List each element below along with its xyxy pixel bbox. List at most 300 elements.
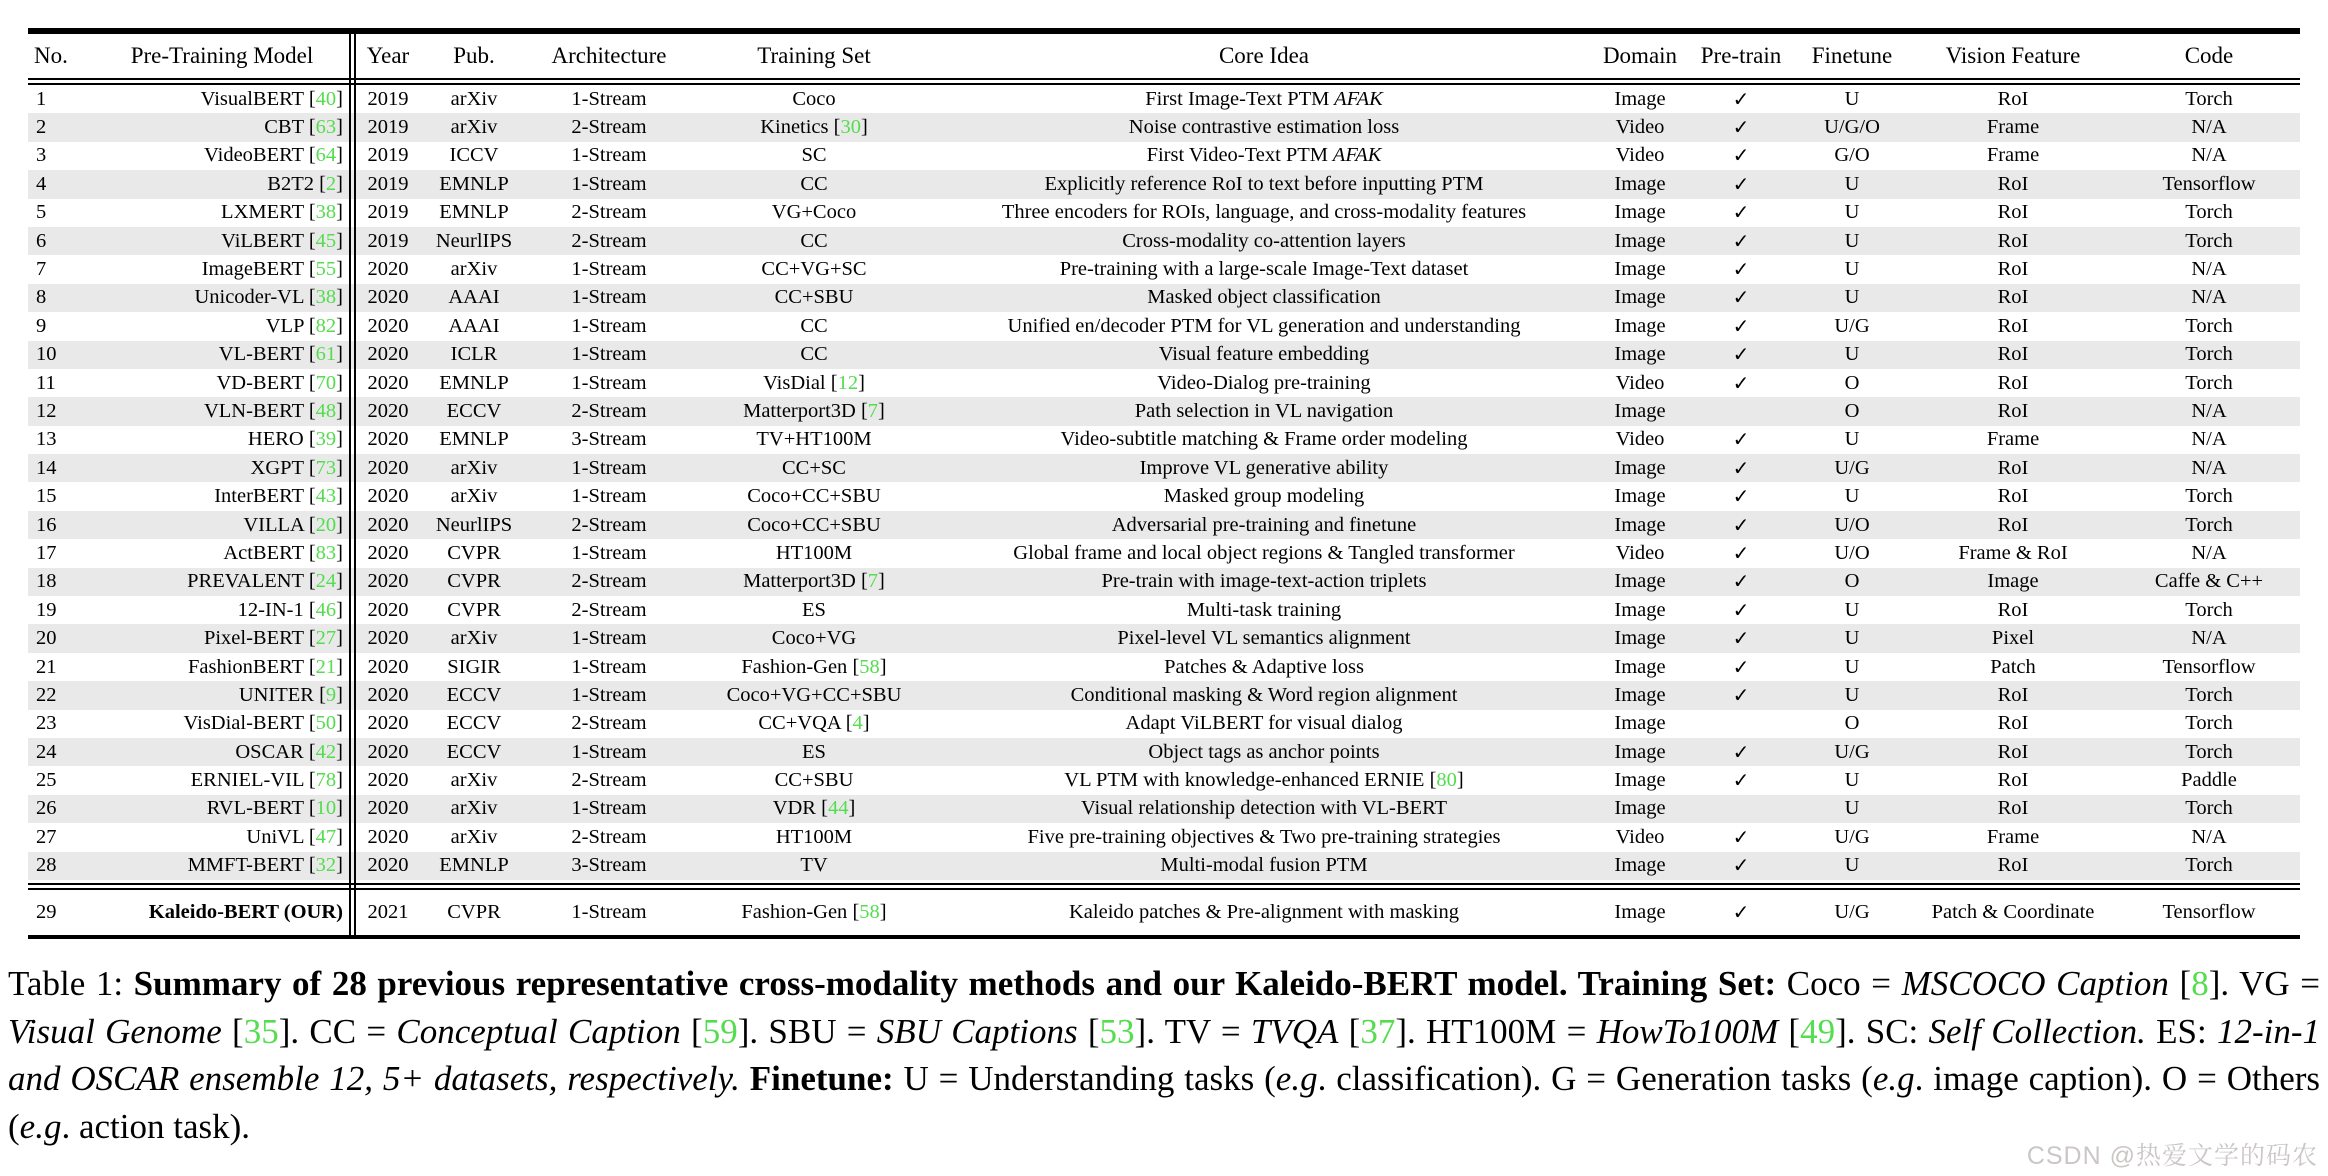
cell-c4: 1-Stream (571, 740, 647, 763)
model-name: RVL-BERT (206, 797, 304, 820)
cell-c10: Pixel (1991, 627, 2035, 650)
cell-c4: 1-Stream (571, 900, 647, 923)
cell-c3: EMNLP (439, 172, 509, 195)
cell-c5: CC+VG+SC (761, 258, 867, 281)
table-row (28, 426, 2300, 454)
col-header-year: Year (366, 43, 410, 68)
cell-c0: 3 (36, 144, 47, 167)
checkmark-icon: ✓ (1732, 654, 1750, 679)
caption-segment: MSCOCO Caption (1901, 964, 2169, 1003)
cell-c11: Torch (2185, 201, 2233, 224)
cell-c6: First Video-Text PTM AFAK (1146, 144, 1382, 167)
cell-c10: RoI (1997, 343, 2029, 366)
cell-c3: ECCV (446, 712, 502, 735)
caption-segment: [ (221, 1011, 244, 1051)
model-name: VILLA (243, 513, 304, 536)
checkmark-icon: ✓ (1732, 597, 1750, 622)
cell-c1: OSCAR [42] (235, 740, 343, 763)
citation-link[interactable]: 10 (315, 797, 337, 820)
cell-c9: U (1844, 627, 1860, 650)
citation-link[interactable]: 50 (315, 712, 337, 735)
cell-c2: 2020 (367, 399, 409, 422)
cell-c2: 2020 (367, 570, 409, 593)
citation-link[interactable]: 39 (315, 428, 337, 451)
model-name: UNITER (238, 683, 314, 706)
cell-c10: RoI (1997, 371, 2029, 394)
cell-c6: Conditional masking & Word region alignment (1070, 683, 1458, 706)
cell-c3: CVPR (447, 541, 501, 564)
cell-c9: U (1844, 343, 1860, 366)
cell-c0: 28 (36, 854, 57, 877)
table-row (28, 142, 2300, 170)
cell-c10: RoI (1997, 286, 2029, 309)
model-name: ViLBERT (221, 229, 304, 252)
citation-link[interactable]: 27 (315, 627, 337, 650)
cell-c4: 2-Stream (571, 570, 647, 593)
cell-c11: Torch (2185, 712, 2233, 735)
cell-c9: U (1844, 87, 1860, 110)
cell-c4: 2-Stream (571, 513, 647, 536)
checkmark-icon: ✓ (1732, 370, 1750, 395)
model-name: XGPT (250, 456, 304, 479)
cell-c9: U/G (1834, 900, 1870, 923)
cell-c10: RoI (1997, 712, 2029, 735)
cell-c5: Fashion-Gen [58] (741, 655, 887, 678)
citation-link[interactable]: 2 (325, 172, 337, 195)
cell-c11: Torch (2185, 371, 2233, 394)
cell-c9: U (1844, 598, 1860, 621)
cell-c10: RoI (1997, 769, 2029, 792)
cell-c1: ViLBERT [45] (221, 229, 343, 252)
cell-c7: Image (1614, 201, 1666, 224)
cell-c6: Masked object classification (1147, 286, 1381, 309)
cell-c7: Image (1614, 343, 1666, 366)
cell-c9: U (1844, 428, 1860, 451)
model-name: VisDial-BERT (183, 712, 304, 735)
cell-c8 (1686, 541, 1796, 566)
cell-c0: 7 (36, 258, 47, 281)
table-row (28, 766, 2300, 794)
checkmark-icon: ✓ (1732, 143, 1750, 168)
citation-link[interactable]: 53 (1099, 1011, 1135, 1051)
model-name: HERO (247, 428, 304, 451)
cell-c1: VisDial-BERT [50] (183, 712, 343, 735)
cell-c4: 1-Stream (571, 655, 647, 678)
cell-c6: Adversarial pre-training and finetune (1111, 513, 1417, 536)
cell-c8 (1686, 740, 1796, 765)
caption-segment: Self Collection. (1928, 1011, 2146, 1051)
cell-c4: 1-Stream (571, 371, 647, 394)
citation-link[interactable]: 37 (1360, 1011, 1396, 1051)
cell-c11: Tensorflow (2162, 900, 2256, 923)
cell-c5: CC+VQA [4] (758, 712, 870, 735)
cell-c4: 1-Stream (571, 87, 647, 110)
caption-segment: [ (1338, 1011, 1361, 1051)
cell-c10: RoI (1997, 456, 2029, 479)
table-caption (8, 960, 2320, 1150)
table-row (28, 255, 2300, 283)
cell-c9: U/G (1834, 825, 1870, 848)
cell-c5: HT100M (775, 541, 853, 564)
caption-segment (740, 1059, 750, 1098)
cell-c6: First Image-Text PTM AFAK (1145, 87, 1383, 110)
model-name: VisualBERT (200, 87, 304, 110)
cell-c6: Improve VL generative ability (1139, 456, 1389, 479)
caption-segment: ]. SBU = (737, 1011, 877, 1051)
checkmark-icon: ✓ (1732, 768, 1750, 793)
citation-link[interactable]: 38 (315, 286, 337, 309)
cell-c9: U (1844, 172, 1860, 195)
cell-c3: arXiv (450, 627, 498, 650)
caption-segment: [ (1077, 1011, 1100, 1051)
citation-link[interactable]: 8 (2191, 964, 2209, 1003)
cell-c9: U (1844, 854, 1860, 877)
cell-c5: VDR [44] (772, 797, 856, 820)
cell-c4: 1-Stream (571, 683, 647, 706)
cell-c1: ImageBERT [55] (201, 258, 343, 281)
cell-c3: ICLR (450, 343, 498, 366)
cell-c5: Coco+VG (771, 627, 857, 650)
citation-link[interactable]: 4 (852, 712, 863, 735)
citation-link[interactable]: 21 (315, 655, 337, 678)
citation-link[interactable]: 58 (859, 900, 880, 923)
cell-c1: PREVALENT [24] (187, 570, 343, 593)
section-divider-double-line (28, 883, 2300, 890)
caption-segment: ]. SC: (1835, 1011, 1929, 1051)
cell-c6: Global frame and local object regions & Tangled transformer (1013, 541, 1515, 564)
cell-c0: 12 (36, 399, 57, 422)
cell-c4: 1-Stream (571, 286, 647, 309)
cell-c5: VG+Coco (771, 201, 857, 224)
citation-link[interactable]: 32 (315, 854, 337, 877)
cell-c9: G/O (1834, 144, 1870, 167)
citation-link[interactable]: 80 (1436, 769, 1457, 792)
cell-c4: 1-Stream (571, 172, 647, 195)
citation-link[interactable]: 55 (315, 258, 337, 281)
cell-c4: 2-Stream (571, 598, 647, 621)
cell-c4: 3-Stream (571, 854, 647, 877)
citation-link[interactable]: 24 (315, 570, 337, 593)
cell-c1: UNITER [9] (238, 683, 343, 706)
cell-c11: Torch (2185, 485, 2233, 508)
cell-c2: 2020 (367, 797, 409, 820)
cell-c7: Video (1615, 428, 1665, 451)
cell-c7: Video (1615, 541, 1665, 564)
caption-segment: Visual Genome (8, 1011, 222, 1051)
citation-link[interactable]: 44 (827, 797, 849, 820)
cell-c3: AAAI (448, 314, 500, 337)
cell-c7: Image (1614, 627, 1666, 650)
checkmark-icon: ✓ (1732, 899, 1750, 924)
model-name: B2T2 (267, 172, 314, 195)
cell-c3: arXiv (450, 87, 498, 110)
cell-c3: EMNLP (439, 201, 509, 224)
citation-link[interactable]: 61 (315, 343, 337, 366)
checkmark-icon: ✓ (1732, 115, 1750, 140)
cell-c3: NeurlIPS (435, 513, 513, 536)
citation-link[interactable]: 63 (315, 116, 337, 139)
cell-c1: VILLA [20] (243, 513, 343, 536)
caption-segment: Conceptual Caption (396, 1011, 681, 1051)
cell-c0: 10 (36, 343, 57, 366)
caption-segment: e.g (1872, 1059, 1915, 1098)
model-name: PREVALENT (187, 570, 304, 593)
citation-link[interactable]: 38 (315, 201, 337, 224)
cell-c5: ES (802, 598, 826, 621)
citation-link[interactable]: 35 (243, 1011, 279, 1051)
checkmark-icon: ✓ (1732, 853, 1750, 878)
cell-c3: arXiv (450, 456, 498, 479)
citation-link[interactable]: 70 (315, 371, 337, 394)
citation-link[interactable]: 47 (315, 825, 337, 848)
cell-c1: Pixel-BERT [27] (203, 627, 343, 650)
cell-c2: 2020 (367, 598, 409, 621)
cell-c11: N/A (2191, 399, 2227, 422)
caption-segment: ]. HT100M = (1395, 1011, 1597, 1051)
cell-c8 (1686, 626, 1796, 651)
citation-link[interactable]: 59 (702, 1011, 738, 1051)
cell-c4: 2-Stream (571, 769, 647, 792)
cell-c2: 2020 (367, 314, 409, 337)
table-row (28, 170, 2300, 198)
model-name: InterBERT (214, 485, 304, 508)
cell-c1: LXMERT [38] (221, 201, 343, 224)
cell-c5: CC (800, 343, 828, 366)
citation-link[interactable]: 48 (315, 399, 337, 422)
cell-c3: CVPR (447, 570, 501, 593)
cell-c1: Unicoder-VL [38] (194, 286, 343, 309)
cell-c11: Torch (2185, 797, 2233, 820)
cell-c8 (1686, 285, 1796, 310)
cell-c2: 2020 (367, 769, 409, 792)
col-header-pub: Pub. (453, 43, 495, 68)
cell-c8 (1686, 456, 1796, 481)
caption-segment: ]. VG = (2208, 964, 2320, 1003)
checkmark-icon: ✓ (1732, 427, 1750, 452)
citation-link[interactable]: 12 (837, 371, 859, 394)
cell-c11: Paddle (2181, 769, 2237, 792)
table-row (28, 113, 2300, 141)
checkmark-icon: ✓ (1732, 342, 1750, 367)
caption-segment: . action task). (61, 1106, 251, 1146)
caption-segment: SBU Captions (876, 1011, 1078, 1051)
cell-c9: O (1844, 399, 1860, 422)
cell-c10: Frame (1986, 825, 2040, 848)
cell-c9: O (1844, 570, 1860, 593)
cell-c1: ActBERT [83] (223, 541, 343, 564)
cell-c9: O (1844, 712, 1860, 735)
cell-c2: 2019 (367, 87, 409, 110)
cell-c7: Image (1614, 258, 1666, 281)
table-row (28, 738, 2300, 766)
cell-c0: 9 (36, 314, 47, 337)
caption-segment: . image caption). O = Others ( (8, 1059, 2321, 1146)
cell-c9: U (1844, 683, 1860, 706)
cell-c2: 2020 (367, 541, 409, 564)
citation-link[interactable]: 43 (315, 485, 337, 508)
table-row (28, 312, 2300, 340)
table-row (28, 511, 2300, 539)
cell-c0: 21 (36, 655, 57, 678)
table-header-row (28, 34, 2300, 85)
cell-c5: HT100M (775, 825, 853, 848)
cell-c11: Torch (2185, 854, 2233, 877)
cell-c3: ECCV (446, 740, 502, 763)
cell-c10: Frame (1986, 428, 2040, 451)
table-row (28, 397, 2300, 425)
cell-c10: RoI (1997, 201, 2029, 224)
cell-c0: 2 (36, 116, 47, 139)
cell-c7: Image (1614, 399, 1666, 422)
caption-segment: [ (2168, 964, 2192, 1003)
cell-c1: B2T2 [2] (267, 172, 343, 195)
cell-c1: VisualBERT [40] (200, 87, 343, 110)
table-row (28, 284, 2300, 312)
cell-c10: RoI (1997, 854, 2029, 877)
cell-c0: 16 (36, 513, 57, 536)
cell-c7: Video (1615, 825, 1665, 848)
citation-link[interactable]: 42 (315, 740, 337, 763)
cell-c8 (1686, 853, 1796, 878)
cell-c6: Path selection in VL navigation (1134, 399, 1394, 422)
checkmark-icon: ✓ (1732, 86, 1750, 111)
cell-c6: Kaleido patches & Pre-alignment with masking (1069, 900, 1459, 923)
cell-c6: Adapt ViLBERT for visual dialog (1125, 712, 1403, 735)
cell-c7: Image (1614, 513, 1666, 536)
cell-c3: arXiv (450, 769, 498, 792)
cell-c1: FashionBERT [21] (188, 655, 343, 678)
cell-c4: 1-Stream (571, 343, 647, 366)
cell-c10: Image (1987, 570, 2039, 593)
table-row (28, 710, 2300, 738)
table-row (28, 539, 2300, 567)
citation-link[interactable]: 64 (315, 144, 337, 167)
cell-c7: Image (1614, 570, 1666, 593)
cell-c5: VisDial [12] (763, 371, 865, 394)
cell-c5: Coco+VG+CC+SBU (726, 683, 902, 706)
citation-link[interactable]: 40 (315, 87, 337, 110)
citation-link[interactable]: 7 (867, 570, 879, 593)
cell-c11: Torch (2185, 598, 2233, 621)
citation-link[interactable]: 20 (315, 513, 337, 536)
cell-c6: Five pre-training objectives & Two pre-training strategies (1027, 825, 1501, 848)
cell-c1: XGPT [73] (250, 456, 343, 479)
cell-c4: 3-Stream (571, 428, 647, 451)
cell-c7: Image (1614, 655, 1666, 678)
citation-link[interactable]: 73 (315, 456, 337, 479)
cell-c5: CC (800, 229, 828, 252)
cell-c8 (1686, 825, 1796, 850)
cell-c7: Image (1614, 900, 1666, 923)
citation-link[interactable]: 49 (1800, 1011, 1836, 1051)
cell-c10: RoI (1997, 87, 2029, 110)
cell-c7: Image (1614, 797, 1666, 820)
citation-link[interactable]: 78 (315, 769, 337, 792)
cell-c3: SIGIR (447, 655, 501, 678)
citation-link[interactable]: 82 (315, 314, 337, 337)
cell-c0: 8 (36, 286, 47, 309)
cell-c10: Frame (1986, 116, 2040, 139)
cell-c8 (1686, 900, 1796, 925)
caption-segment: Table 1: (8, 964, 134, 1003)
cell-c7: Image (1614, 172, 1666, 195)
model-name: VLP (265, 314, 304, 337)
table-row (28, 653, 2300, 681)
cell-c0: 18 (36, 570, 57, 593)
cell-c11: Torch (2185, 343, 2233, 366)
cell-c2: 2020 (367, 343, 409, 366)
cell-c5: CC+SBU (774, 769, 854, 792)
cell-c0: 13 (36, 428, 57, 451)
cell-c5: CC (800, 172, 828, 195)
cell-c1: InterBERT [43] (214, 485, 343, 508)
caption-segment: Training Set: (1577, 964, 1787, 1003)
citation-link[interactable]: 46 (315, 598, 337, 621)
cell-c1 (92, 901, 352, 924)
cell-c2: 2020 (367, 428, 409, 451)
table-row (28, 199, 2300, 227)
cell-c0: 14 (36, 456, 57, 479)
citation-link[interactable]: 83 (315, 541, 337, 564)
cell-c4: 1-Stream (571, 314, 647, 337)
cell-c2: 2020 (367, 740, 409, 763)
caption-segment: Coco = (1786, 964, 1902, 1003)
cell-c10: RoI (1997, 683, 2029, 706)
model-name: LXMERT (221, 201, 304, 224)
cell-c7: Image (1614, 229, 1666, 252)
cell-c11: Tensorflow (2162, 655, 2256, 678)
cell-c3: ECCV (446, 399, 502, 422)
cell-c6: Pre-training with a large-scale Image-Text dataset (1059, 258, 1469, 281)
cell-c9: U (1844, 286, 1860, 309)
cell-c9: U (1844, 229, 1860, 252)
table-row (28, 852, 2300, 880)
cell-c9: U/O (1834, 513, 1870, 536)
cell-c8 (1686, 598, 1796, 623)
col-header-no: No. (34, 43, 68, 68)
citation-link[interactable]: 45 (315, 229, 337, 252)
cell-c1: UniVL [47] (246, 825, 343, 848)
citation-link[interactable]: 7 (867, 399, 879, 422)
citation-link[interactable]: 30 (840, 116, 861, 139)
cell-c11: Tensorflow (2162, 172, 2256, 195)
caption-segment: [ (680, 1011, 703, 1051)
cell-c1: CBT [63] (264, 116, 343, 139)
cell-c2: 2019 (367, 116, 409, 139)
citation-link[interactable]: 9 (325, 683, 337, 706)
cell-c10: RoI (1997, 797, 2029, 820)
cell-c11: Torch (2185, 740, 2233, 763)
cell-c8 (1686, 257, 1796, 282)
cell-c8 (1686, 115, 1796, 140)
cell-c8 (1686, 229, 1796, 254)
checkmark-icon: ✓ (1732, 484, 1750, 509)
table-row (28, 568, 2300, 596)
model-name: 12-IN-1 (237, 598, 304, 621)
checkmark-icon: ✓ (1732, 682, 1750, 707)
table-row (28, 85, 2300, 113)
cell-c2: 2020 (367, 456, 409, 479)
cell-c10: RoI (1997, 258, 2029, 281)
col-header-domain: Domain (1602, 43, 1678, 68)
cell-c7: Image (1614, 769, 1666, 792)
cell-c1: 12-IN-1 [46] (237, 598, 343, 621)
cell-c1: MMFT-BERT [32] (187, 854, 343, 877)
cell-c0: 4 (36, 172, 47, 195)
citation-link[interactable]: 58 (859, 655, 880, 678)
cell-c2: 2020 (367, 513, 409, 536)
model-name: Pixel-BERT (203, 627, 304, 650)
